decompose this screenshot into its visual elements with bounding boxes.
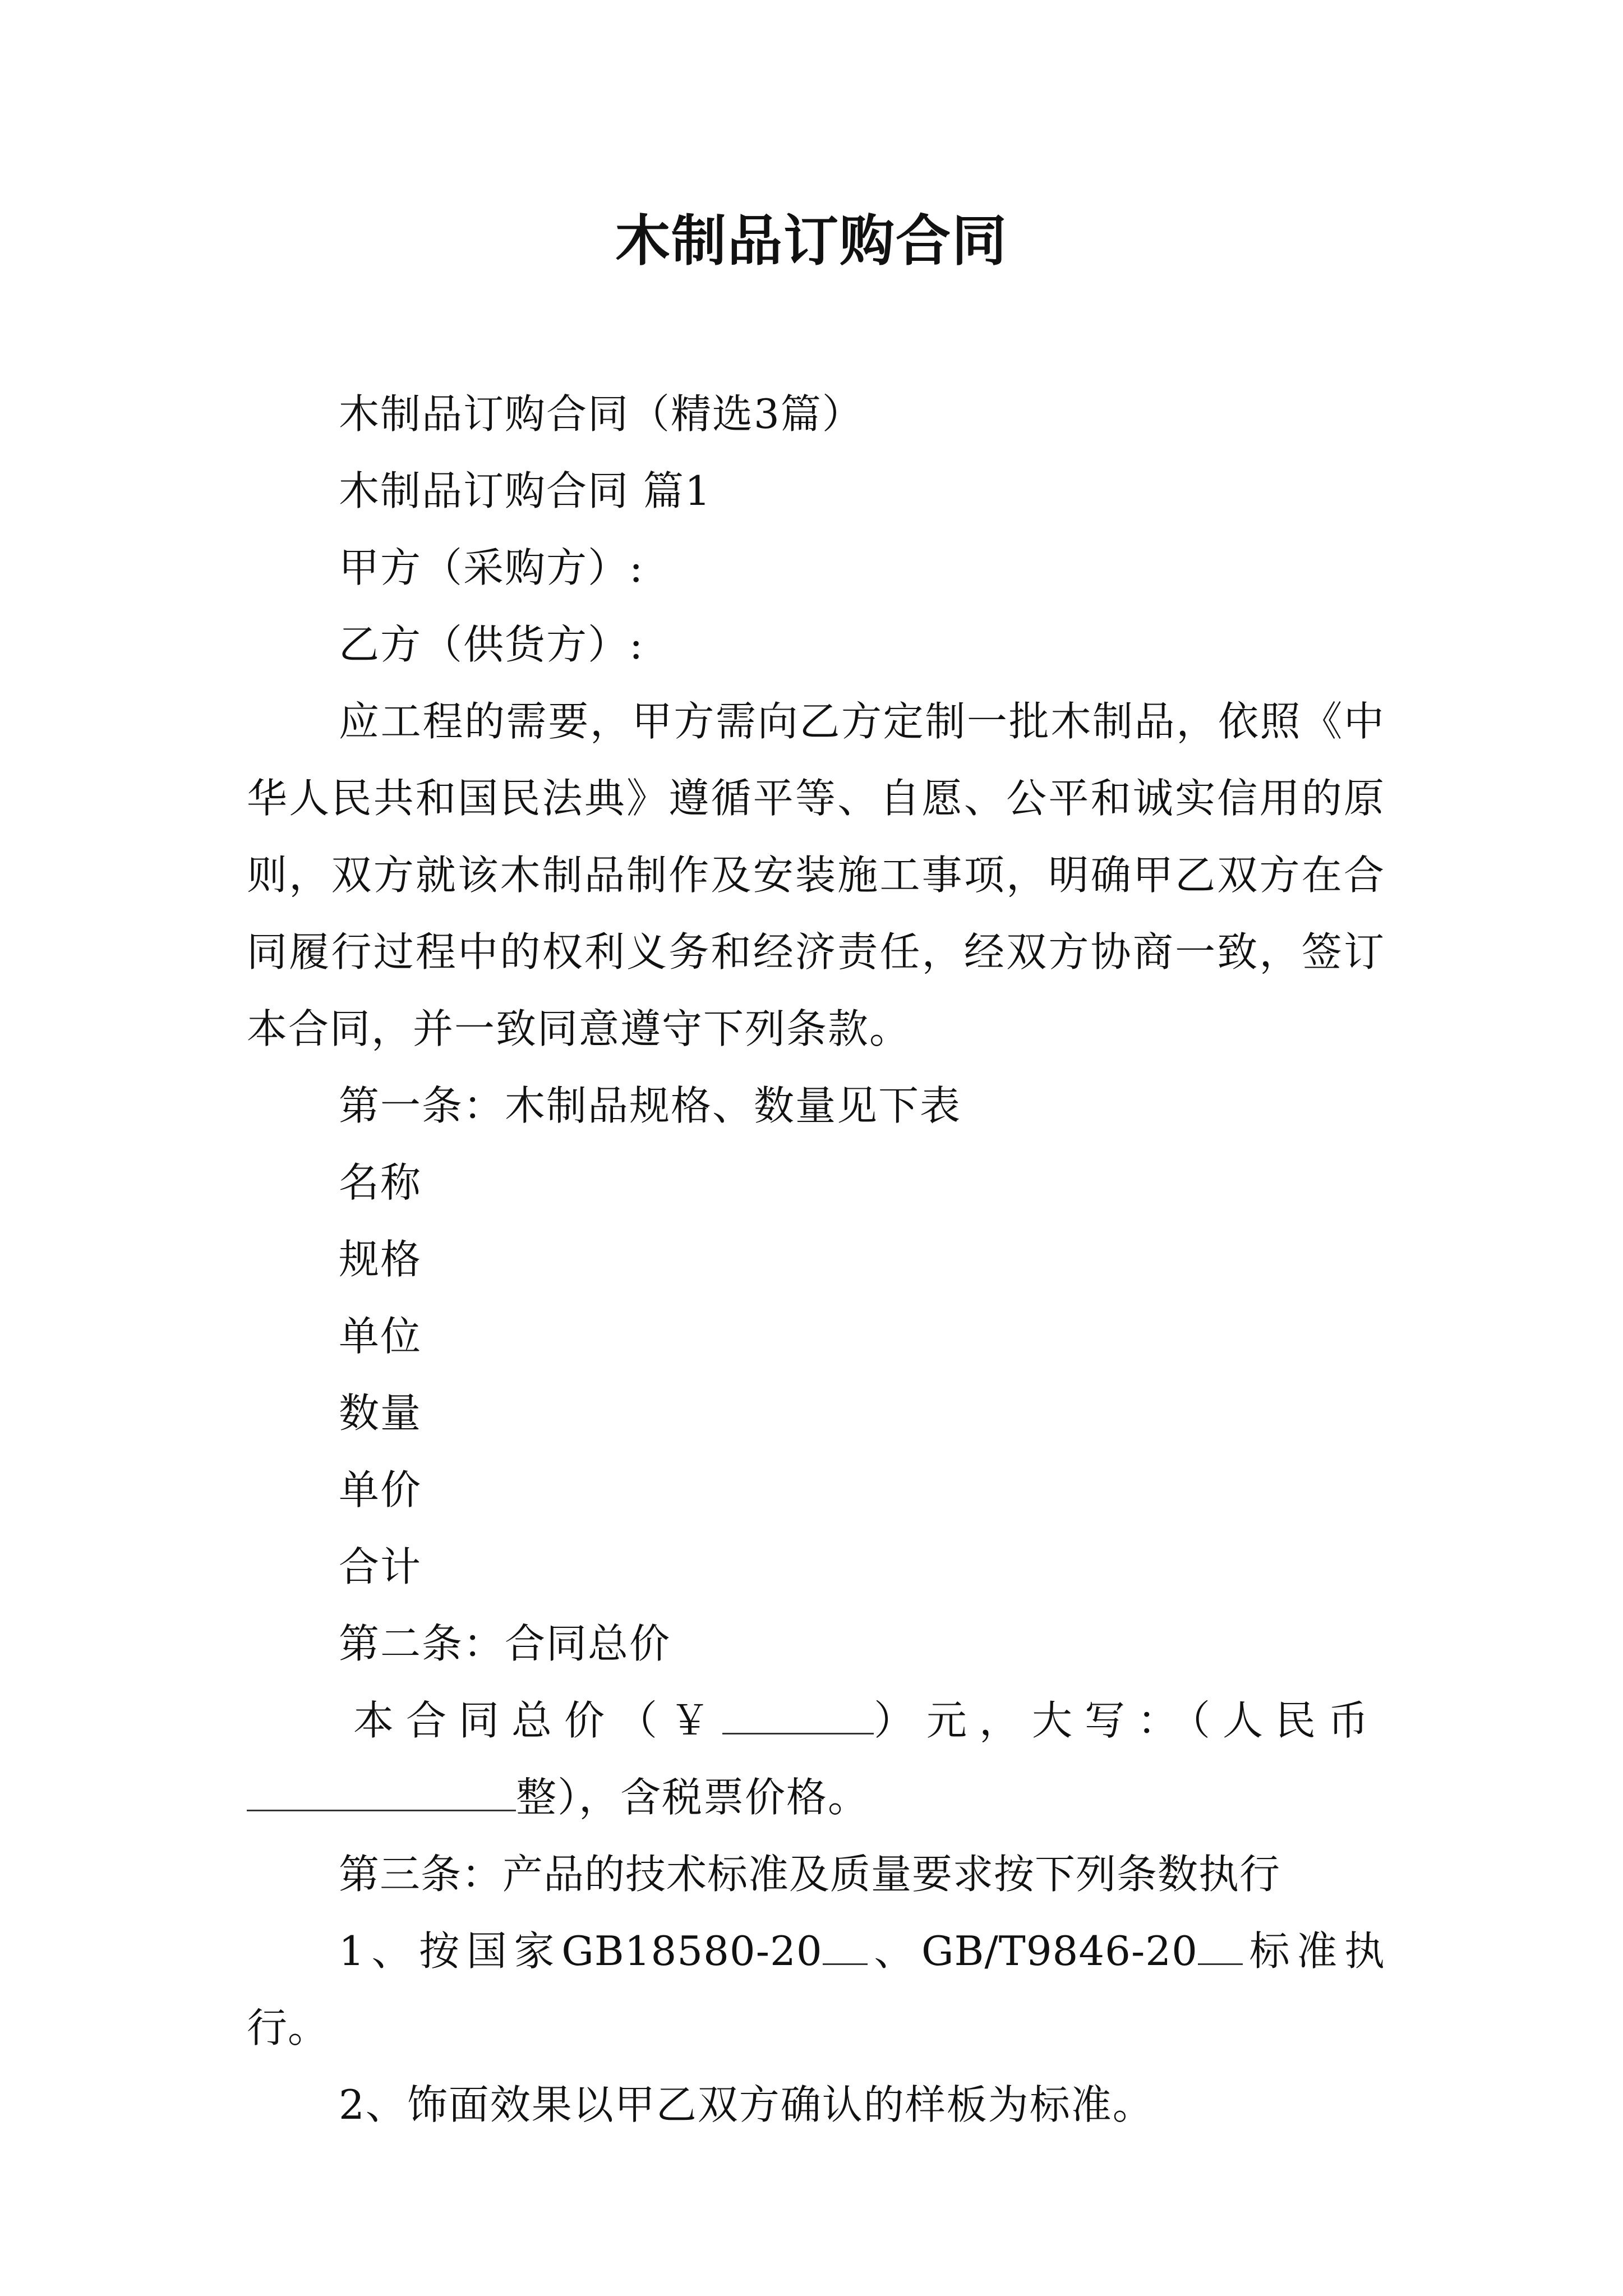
table-field-quantity: 数量 (339, 1389, 422, 1437)
standard-part2: 、GB/T9846-20 (867, 1927, 1198, 1975)
year-blank-1 (823, 1927, 868, 1965)
party-a: 甲方（采购方）: (339, 544, 644, 591)
table-field-total: 合计 (339, 1543, 422, 1590)
total-price-part2: ）元，大写：（人民币 (874, 1697, 1381, 1744)
total-price-line-2 (247, 1759, 1385, 1836)
article-1: 第一条：木制品规格、数量见下表 (339, 1082, 962, 1129)
article-3: 第三条：产品的技术标准及质量要求按下列条数执行 (339, 1851, 1281, 1898)
year-blank-2 (1198, 1927, 1243, 1965)
standard-item (247, 1913, 1385, 2067)
table-field-unit: 单位 (339, 1313, 422, 1360)
total-price-part1: 本合同总价（￥ (353, 1697, 723, 1744)
rmb-blank (247, 1773, 516, 1811)
table-field-name: 名称 (339, 1159, 422, 1206)
standard-part3: 标准执行。 (247, 1927, 1385, 2051)
sample-item: 2、饰面效果以甲乙双方确认的样板为标准。 (339, 2081, 1154, 2128)
intro-paragraph: 应工程的需要，甲方需向乙方定制一批木制品，依照《中华人民共和国民法典》遵循平等、自愿、公平和诚实信用的原则，双方就该木制品制作及安装施工事项，明确甲乙双方在合同履行过程中的权利义务和经济责任，经双方协商一致，签订本合同，并一致同意遵守下列条款。 (247, 698, 1385, 1052)
document-body (247, 376, 1385, 2143)
total-price-part3: 整），含税票价格。 (516, 1774, 870, 1821)
standard-part1: 1、按国家GB18580-20 (339, 1927, 823, 1975)
table-field-spec: 规格 (339, 1236, 422, 1283)
subtitle: 木制品订购合同（精选3篇） (339, 390, 864, 438)
table-field-unit-price: 单价 (339, 1466, 422, 1513)
party-b: 乙方（供货方）: (339, 621, 644, 668)
total-price-line (247, 1682, 1385, 1759)
amount-blank (722, 1696, 874, 1734)
article-2: 第二条：合同总价 (339, 1620, 671, 1667)
part-heading: 木制品订购合同 篇1 (339, 467, 712, 514)
document-title: 木制品订购合同 (615, 209, 1008, 273)
